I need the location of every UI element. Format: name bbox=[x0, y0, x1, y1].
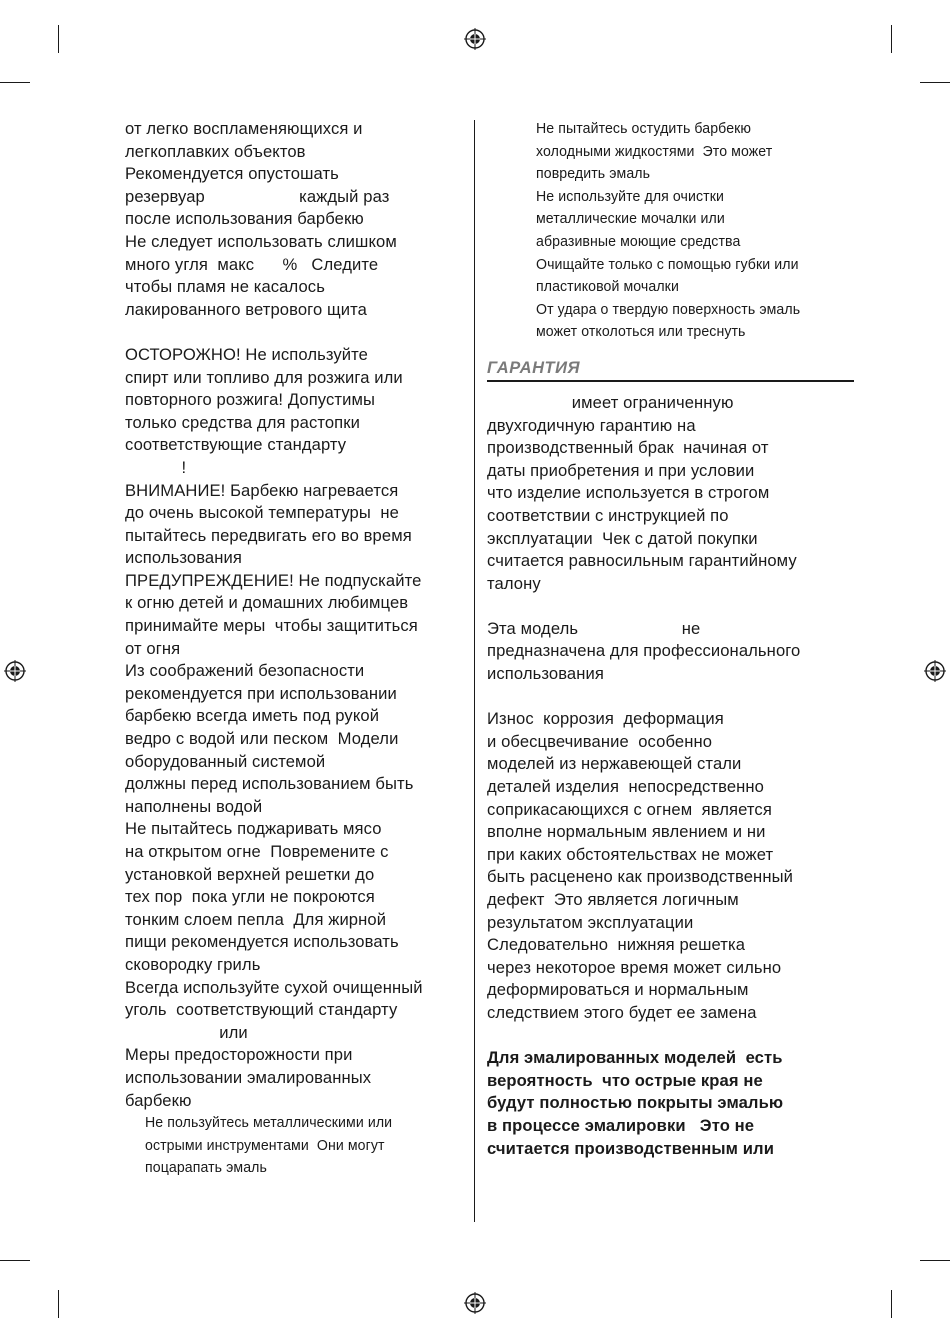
text-line: следствием этого будет ее замена bbox=[487, 1002, 757, 1022]
text-line: Всегда используйте сухой очищенный bbox=[125, 977, 423, 997]
bold-text-line: вероятность что острые края не bbox=[487, 1070, 763, 1090]
left-body-text bbox=[125, 118, 470, 1112]
text-line: уголь соответствующий стандарту bbox=[125, 1000, 398, 1020]
text-line: ПРЕДУПРЕЖДЕНИЕ! Не подпускайте bbox=[125, 570, 422, 590]
text-line: предназначена для профессионального bbox=[487, 641, 801, 661]
registration-mark-icon bbox=[464, 28, 486, 50]
text-line: тех пор пока угли не покроются bbox=[125, 887, 375, 907]
enamel-precautions-list bbox=[125, 1112, 470, 1180]
text-line: производственный брак начиная от bbox=[487, 438, 769, 458]
text-line: спирт или топливо для розжига или bbox=[125, 367, 403, 387]
list-item: металлические мочалки или bbox=[536, 210, 725, 228]
text-line: ! bbox=[125, 457, 187, 477]
warranty-heading: ГАРАНТИЯ bbox=[487, 356, 854, 382]
text-line: рекомендуется при использовании bbox=[125, 683, 397, 703]
text-line: вполне нормальным явлением и ни bbox=[487, 822, 766, 842]
text-line: Эта модель не bbox=[487, 618, 701, 638]
registration-mark-icon bbox=[4, 660, 26, 682]
text-line: эксплуатации Чек с датой покупки bbox=[487, 528, 758, 548]
crop-mark bbox=[58, 25, 59, 53]
text-line: Рекомендуется опустошать bbox=[125, 164, 339, 184]
text-line: двухгодичную гарантию на bbox=[487, 415, 696, 435]
warranty-body-text bbox=[487, 392, 857, 1047]
text-line: использования bbox=[125, 548, 242, 568]
registration-mark-icon bbox=[924, 660, 946, 682]
list-item: Не используйте для очистки bbox=[536, 187, 724, 205]
text-line: пытайтесь передвигать его во время bbox=[125, 525, 412, 545]
text-line: талону bbox=[487, 573, 541, 593]
column-divider bbox=[474, 120, 475, 1222]
bold-text-line: будут полностью покрыты эмалью bbox=[487, 1093, 784, 1113]
text-line: соответствующие стандарту bbox=[125, 435, 347, 455]
text-line: деталей изделия непосредственно bbox=[487, 777, 765, 797]
crop-mark bbox=[920, 82, 950, 83]
list-item: абразивные моющие средства bbox=[536, 232, 741, 250]
text-line: от огня bbox=[125, 638, 181, 658]
text-line: резервуар каждый раз bbox=[125, 186, 390, 206]
right-column bbox=[487, 118, 857, 1160]
text-line: ВНИМАНИЕ! Барбекю нагревается bbox=[125, 480, 399, 500]
warranty-bold-note bbox=[487, 1047, 857, 1160]
crop-mark bbox=[891, 25, 892, 53]
text-line: использования bbox=[487, 664, 604, 684]
text-line: результатом эксплуатации bbox=[487, 912, 694, 932]
text-line: дефект Это является логичным bbox=[487, 890, 739, 909]
text-line: только средства для растопки bbox=[125, 412, 360, 432]
text-line: моделей из нержавеющей стали bbox=[487, 754, 742, 774]
text-line: даты приобретения и при условии bbox=[487, 460, 755, 480]
registration-mark-icon bbox=[464, 1292, 486, 1314]
left-column bbox=[125, 118, 470, 1180]
text-line: наполнены водой bbox=[125, 796, 263, 816]
crop-mark bbox=[58, 1290, 59, 1318]
crop-mark bbox=[0, 1260, 30, 1261]
crop-mark bbox=[0, 82, 30, 83]
text-line: ведро с водой или песком Модели bbox=[125, 729, 399, 749]
text-line: повторного розжига! Допустимы bbox=[125, 390, 375, 410]
text-line: много угля макс % Следите bbox=[125, 254, 379, 274]
text-line: Из соображений безопасности bbox=[125, 661, 365, 681]
list-item: поцарапать эмаль bbox=[145, 1159, 267, 1177]
text-line: Меры предосторожности при bbox=[125, 1045, 353, 1065]
bold-text-line: считается производственным или bbox=[487, 1138, 774, 1158]
text-line: соответствии с инструкцией по bbox=[487, 505, 729, 525]
list-item: может отколоться или треснуть bbox=[536, 323, 746, 341]
text-line: имеет ограниченную bbox=[487, 392, 734, 412]
text-line: что изделие используется в строгом bbox=[487, 483, 770, 503]
text-line: Не следует использовать слишком bbox=[125, 231, 397, 251]
text-line: пищи рекомендуется использовать bbox=[125, 932, 399, 952]
text-line: до очень высокой температуры не bbox=[125, 503, 399, 523]
list-item: холодными жидкостями Это может bbox=[536, 142, 773, 160]
list-item: Не пользуйтесь металлическими или bbox=[145, 1114, 393, 1132]
enamel-care-list bbox=[487, 118, 857, 344]
list-item: повредить эмаль bbox=[536, 165, 651, 183]
text-line: оборудованный системой bbox=[125, 751, 326, 771]
crop-mark bbox=[891, 1290, 892, 1318]
text-line: считается равносильным гарантийному bbox=[487, 551, 797, 571]
blank-line bbox=[487, 1025, 857, 1048]
text-line: лакированного ветрового щита bbox=[125, 299, 367, 319]
text-line: принимайте меры чтобы защититься bbox=[125, 616, 418, 636]
text-line: барбекю bbox=[125, 1090, 192, 1110]
text-line: Следовательно нижняя решетка bbox=[487, 935, 746, 955]
text-line: Не пытайтесь поджаривать мясо bbox=[125, 819, 382, 839]
text-line: Износ коррозия деформация bbox=[487, 709, 724, 729]
blank-line bbox=[487, 595, 857, 618]
text-line: установкой верхней решетки до bbox=[125, 864, 375, 884]
list-item: пластиковой мочалки bbox=[536, 278, 679, 296]
text-line: легкоплавких объектов bbox=[125, 141, 306, 161]
text-line: тонким слоем пепла Для жирной bbox=[125, 909, 387, 929]
text-line: должны перед использованием быть bbox=[125, 774, 414, 794]
text-line: чтобы пламя не касалось bbox=[125, 277, 325, 297]
blank-line bbox=[487, 686, 857, 709]
bold-text-line: в процессе эмалировки Это не bbox=[487, 1115, 755, 1135]
text-line: деформироваться и нормальным bbox=[487, 980, 749, 1000]
text-line: ОСТОРОЖНО! Не используйте bbox=[125, 344, 369, 364]
text-line: соприкасающихся с огнем является bbox=[487, 799, 772, 819]
bold-text-line: Для эмалированных моделей есть bbox=[487, 1048, 783, 1068]
list-item: острыми инструментами Они могут bbox=[145, 1136, 385, 1154]
text-line: сковородку гриль bbox=[125, 954, 261, 974]
text-line: быть расценено как производственный bbox=[487, 867, 793, 887]
text-line: через некоторое время может сильно bbox=[487, 957, 782, 977]
text-line: и обесцвечивание особенно bbox=[487, 731, 713, 751]
text-line: к огню детей и домашних любимцев bbox=[125, 593, 409, 613]
list-item: От удара о твердую поверхность эмаль bbox=[536, 300, 801, 318]
list-item: Очищайте только с помощью губки или bbox=[536, 255, 799, 273]
text-line: использовании эмалированных bbox=[125, 1067, 372, 1087]
text-line: от легко воспламеняющихся и bbox=[125, 119, 363, 138]
text-line: барбекю всегда иметь под рукой bbox=[125, 706, 380, 726]
text-line: после использования барбекю bbox=[125, 209, 364, 229]
text-line: на открытом огне Повремените с bbox=[125, 842, 389, 861]
list-item: Не пытайтесь остудить барбекю bbox=[536, 120, 752, 137]
blank-line bbox=[125, 321, 470, 344]
text-line: или bbox=[125, 1022, 248, 1042]
crop-mark bbox=[920, 1260, 950, 1261]
text-line: при каких обстоятельствах не может bbox=[487, 844, 774, 864]
